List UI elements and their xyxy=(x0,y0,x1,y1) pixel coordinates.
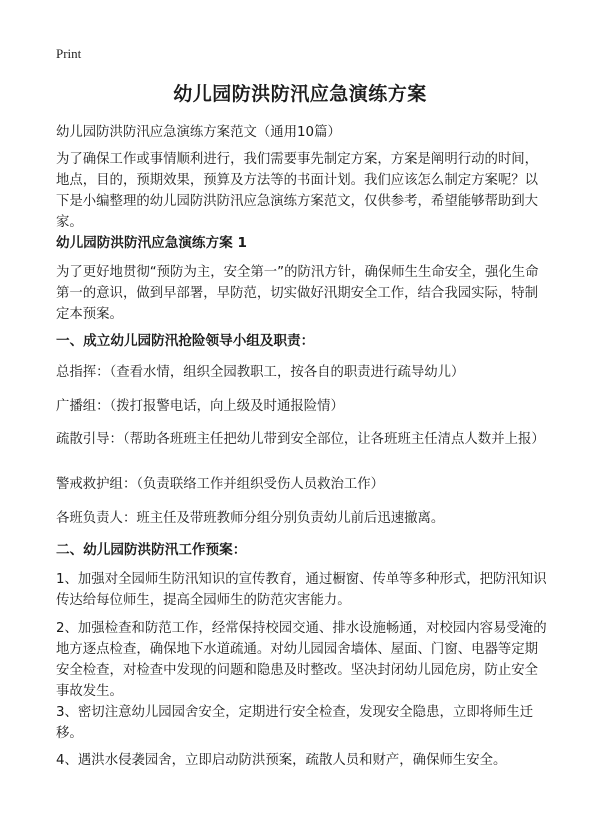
section-paragraph: 为了更好地贯彻“预防为主，安全第一”的防汛方针，确保师生生命安全，强化生命第一的意识，做到早部署，早防范，切实做好汛期安全工作，结合我园实际，特制定本预案。 xyxy=(56,265,539,322)
part-heading-work-plan: 二、幼儿园防洪防汛工作预案： xyxy=(56,542,247,558)
document-title: 幼儿园防洪防汛应急演练方案 xyxy=(173,83,427,105)
work-item: 1、加强对全园师生防汛知识的宣传教育，通过橱窗、传单等多种形式，把防汛知识传达给每位师生，提高全园师生的防范灾害能力。 xyxy=(56,572,547,608)
role-commander: 总指挥：（查看水情，组织全园教职工，按各自的职责进行疏导幼儿） xyxy=(56,365,465,380)
work-item: 4、遇洪水侵袭园舍，立即启动防洪预案，疏散人员和财产，确保师生安全。 xyxy=(56,753,507,768)
work-item: 3、密切注意幼儿园园舍安全，定期进行安全检查，发现安全隐患，立即将师生迁移。 xyxy=(56,705,534,741)
role-rescue-group: 警戒救护组：（负责联络工作并组织受伤人员救治工作） xyxy=(56,477,385,492)
part-heading-leadership: 一、成立幼儿园防汛抢险领导小组及职责： xyxy=(56,333,315,349)
role-broadcast: 广播组：（拨打报警电话，向上级及时通报险情） xyxy=(56,399,344,414)
intro-paragraph: 为了确保工作或事情顺利进行，我们需要事先制定方案，方案是阐明行动的时间，地点，目的，预期效果，预算及方法等的书面计划。我们应该怎么制定方案呢？以下是小编整理的幼儿园防洪防汛应急演练方案范文，仅供参考，希望能够帮助到大家。 xyxy=(56,152,539,230)
role-class-leads: 各班负责人：班主任及带班教师分组分别负责幼儿前后迅速撤离。 xyxy=(56,511,445,526)
section-heading: 幼儿园防洪防汛应急演练方案 1 xyxy=(56,235,247,251)
print-label: Print xyxy=(56,46,82,61)
document-subtitle: 幼儿园防洪防汛应急演练方案范文（通用10篇） xyxy=(56,125,341,140)
role-evacuation-guide: 疏散引导：（帮助各班班主任把幼儿带到安全部位，让各班班主任清点人数并上报） xyxy=(56,432,545,447)
work-item: 2、加强检查和防范工作，经常保持校园交通、排水设施畅通，对校园内容易受淹的地方逐点检查，确保地下水道疏通。对幼儿园园舍墙体、屋面、门窗、电器等定期安全检查，对检查中发现的问题和隐患及时整改。坚决封闭幼儿园危房，防止安全事故发生。 xyxy=(56,621,547,699)
